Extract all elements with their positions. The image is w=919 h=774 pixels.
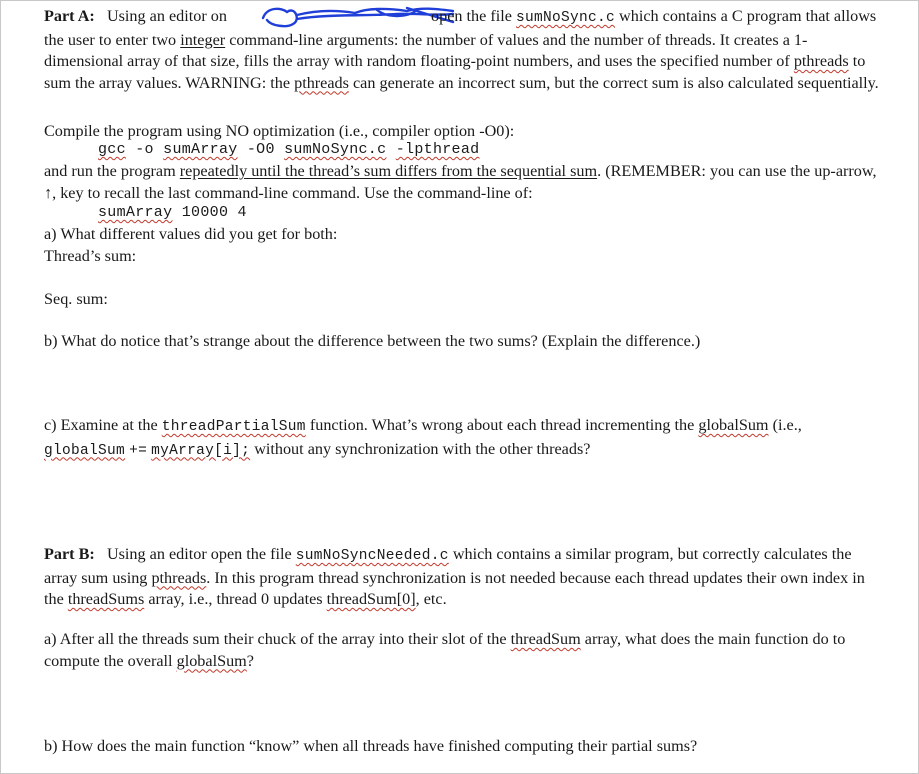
qc-code-3: myArray[i]; <box>151 442 251 459</box>
run-command <box>98 204 247 221</box>
question-c <box>44 415 884 462</box>
cmd-file: sumNoSync.c <box>284 141 387 158</box>
part-b-question-a <box>44 629 884 672</box>
thread-sum-label: Thread’s sum: <box>44 247 137 265</box>
part-b-intro-2: which contains a similar program, but correctly calculates the array sum using <box>44 545 852 587</box>
pthreads-word-2: pthreads <box>294 73 349 92</box>
run-cmd-args: 10000 4 <box>181 204 247 221</box>
seq-sum-label: Seq. sum: <box>44 290 108 308</box>
run-1: and run the program <box>44 162 176 180</box>
pb-qa-global: globalSum <box>176 651 247 670</box>
run-underlined: repeatedly until the thread’s sum differs from the sequential sum <box>179 162 598 180</box>
integer-word: integer <box>180 30 226 49</box>
cmd-o: -o <box>135 141 154 158</box>
qc-3: (i.e., <box>772 416 802 434</box>
pb-qa-1: a) After all the threads sum their chuck of the array into their slot of the <box>44 630 507 648</box>
part-b-intro-5: , etc. <box>415 590 447 608</box>
part-b-heading: Part B: <box>44 545 95 563</box>
pb-qa-threadsum: threadSum <box>510 630 581 648</box>
pb-qa-3: ? <box>246 651 254 670</box>
part-a-intro-3: which contains a C program that allows the user to enter two <box>44 7 877 49</box>
part-a-intro-1: Using an editor on <box>106 7 227 25</box>
qc-global: globalSum <box>698 416 769 434</box>
question-a: a) What different values did you get for both: <box>44 225 338 243</box>
file-sumnosync: sumNoSync.c <box>515 10 615 26</box>
part-b-intro-4: array, i.e., thread 0 updates <box>148 590 323 608</box>
part-b-intro-3: . In this program thread synchronization is not needed because each thread updates their own index in the <box>44 568 865 608</box>
cmd-lib: -lpthread <box>395 141 480 158</box>
part-b-intro-1: Using an editor open the file <box>106 545 292 563</box>
run-2: . (REMEMBER: you can use the up-arrow, ↑, key to recall the last command-line command. Use the command-line of: <box>44 162 877 202</box>
cmd-sumarray: sumArray <box>163 141 238 158</box>
cmd-opt: -O0 <box>246 141 275 158</box>
part-a-intro-2: open the file <box>431 7 512 25</box>
compile-command <box>98 141 479 158</box>
qc-code-2: += <box>129 442 148 459</box>
run-instruction <box>44 161 884 204</box>
question-b: b) What do notice that’s strange about the difference between the two sums? (Explain the difference.) <box>44 332 701 350</box>
part-a-intro-4: command-line arguments: the number of values and the number of threads. It creates a 1-dimensional array of that size, fills the array with random floating-point numbers, and uses the specified number of <box>44 30 808 70</box>
cmd-gcc: gcc <box>98 141 126 158</box>
qc-function: threadPartialSum <box>161 419 306 435</box>
part-b-question-b: b) How does the main function “know” when all threads have finished computing their partial sums? <box>44 737 698 755</box>
qc-code-1: globalSum <box>44 442 126 459</box>
run-cmd-prog: sumArray <box>98 204 173 221</box>
pthreads-word-1: pthreads <box>793 52 849 70</box>
pthreads-word-3: pthreads <box>151 568 207 587</box>
part-a-intro-5: to sum the array values. WARNING: the <box>44 52 866 92</box>
part-a-intro-6: can generate an incorrect sum, but the correct sum is also calculated sequentially. <box>353 73 879 92</box>
part-a-intro <box>44 6 884 94</box>
qc-4: without any synchronization with the other threads? <box>254 439 591 458</box>
part-a-heading: Part A: <box>44 7 95 25</box>
qc-1: c) Examine at the <box>44 416 158 434</box>
file-sumnosyncneeded: sumNoSyncNeeded.c <box>295 548 449 564</box>
qc-2: function. What’s wrong about each thread incrementing the <box>309 416 695 434</box>
threadsums-word: threadSums <box>67 590 145 608</box>
compile-instruction: Compile the program using NO optimization (i.e., compiler option -O0): <box>44 122 515 140</box>
pb-qa-2: array, what does the main function do to compute the overall <box>44 630 846 670</box>
part-b-intro <box>44 544 884 611</box>
threadsum0-word: threadSum[0] <box>326 590 416 608</box>
